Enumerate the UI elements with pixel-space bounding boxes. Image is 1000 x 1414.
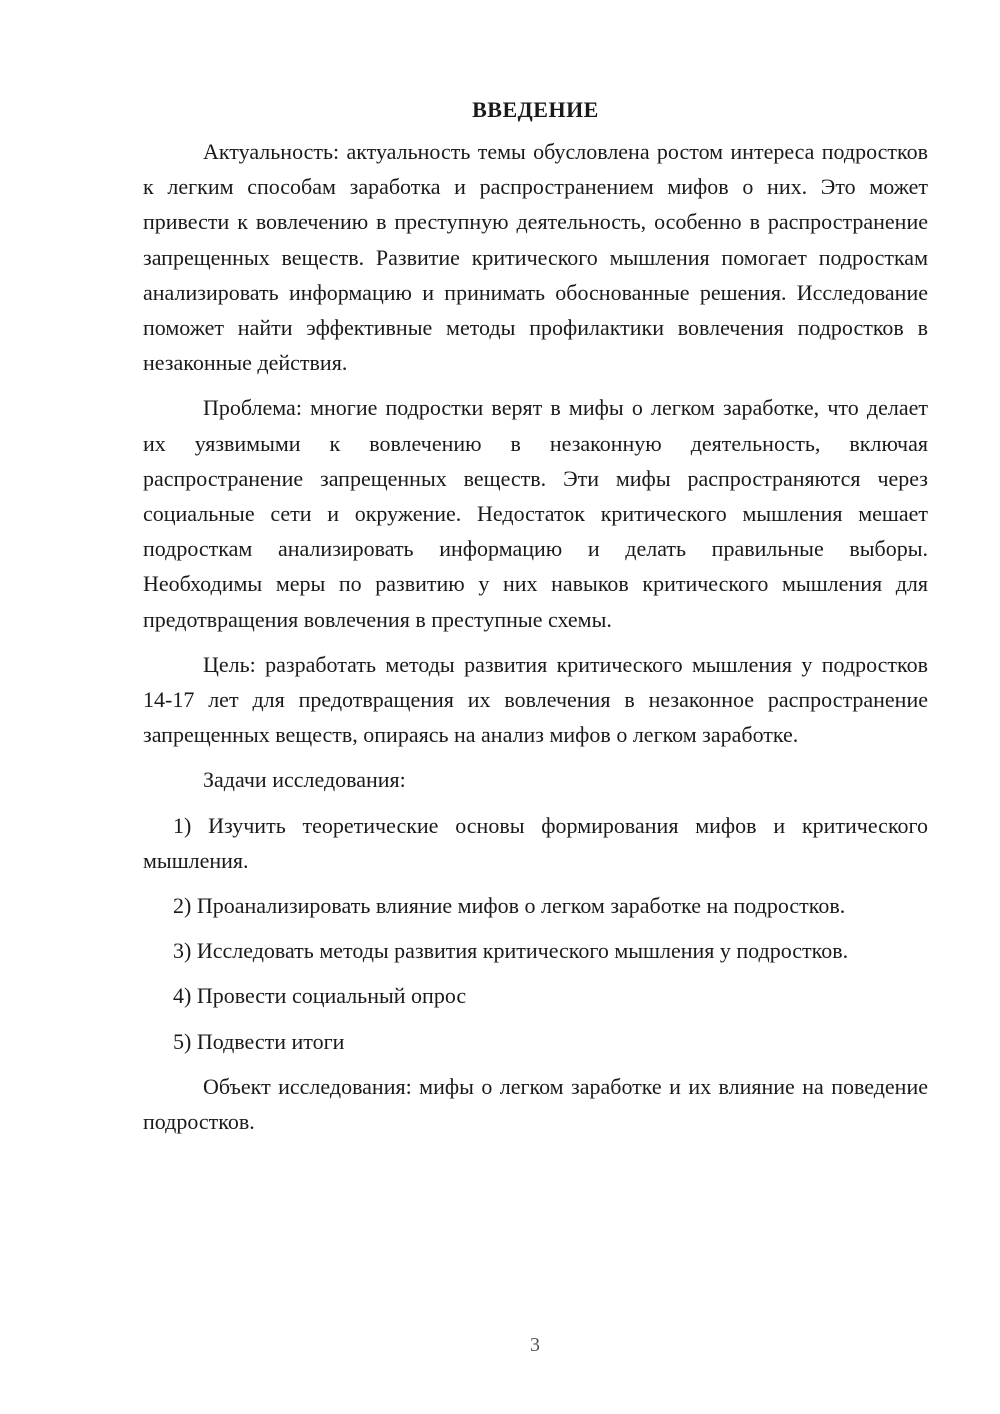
task-item: 1) Изучить теоретические основы формирования мифов и критического мышления. <box>143 812 928 873</box>
task-item: 2) Проанализировать влияние мифов о легком заработке на подростков. <box>173 893 846 919</box>
task-item: 3) Исследовать методы развития критического мышления у подростков. <box>173 938 849 964</box>
page-title: ВВЕДЕНИЕ <box>472 97 599 122</box>
problem-paragraph: Проблема: многие подростки верят в мифы о легком заработке, что делает их уязвимыми к вовлечению в незаконную деятельность, включая распространение запрещенных веществ. Эти мифы распространяются через социальные сети и окружение. Недостаток критического мышления мешает подросткам анализировать информацию и делать правильные выборы. Необходимы меры по развитию у них навыков критического мышления для предотвращения вовлечения в преступные схемы. <box>143 395 928 632</box>
goal-paragraph: Цель: разработать методы развития критического мышления у подростков 14-17 лет для предотвращения их вовлечения в незаконное распространение запрещенных веществ, опираясь на анализ мифов о легком заработке. <box>143 651 928 748</box>
task-item: 4) Провести социальный опрос <box>173 983 467 1009</box>
page-content <box>143 96 928 1149</box>
page-number: 3 <box>530 1334 540 1356</box>
tasks-heading: Задачи исследования: <box>203 767 406 793</box>
object-paragraph: Объект исследования: мифы о легком заработке и их влияние на поведение подростков. <box>143 1073 928 1135</box>
task-item: 5) Подвести итоги <box>173 1028 345 1054</box>
relevance-paragraph: Актуальность: актуальность темы обусловлена ростом интереса подростков к легким способам заработка и распространением мифов о них. Это может привести к вовлечению в преступную деятельность, особенно в распространение запрещенных веществ. Развитие критического мышления помогает подросткам анализировать информацию и принимать обоснованные решения. Исследование поможет найти эффективные методы профилактики вовлечения подростков в незаконные действия. <box>143 139 928 376</box>
